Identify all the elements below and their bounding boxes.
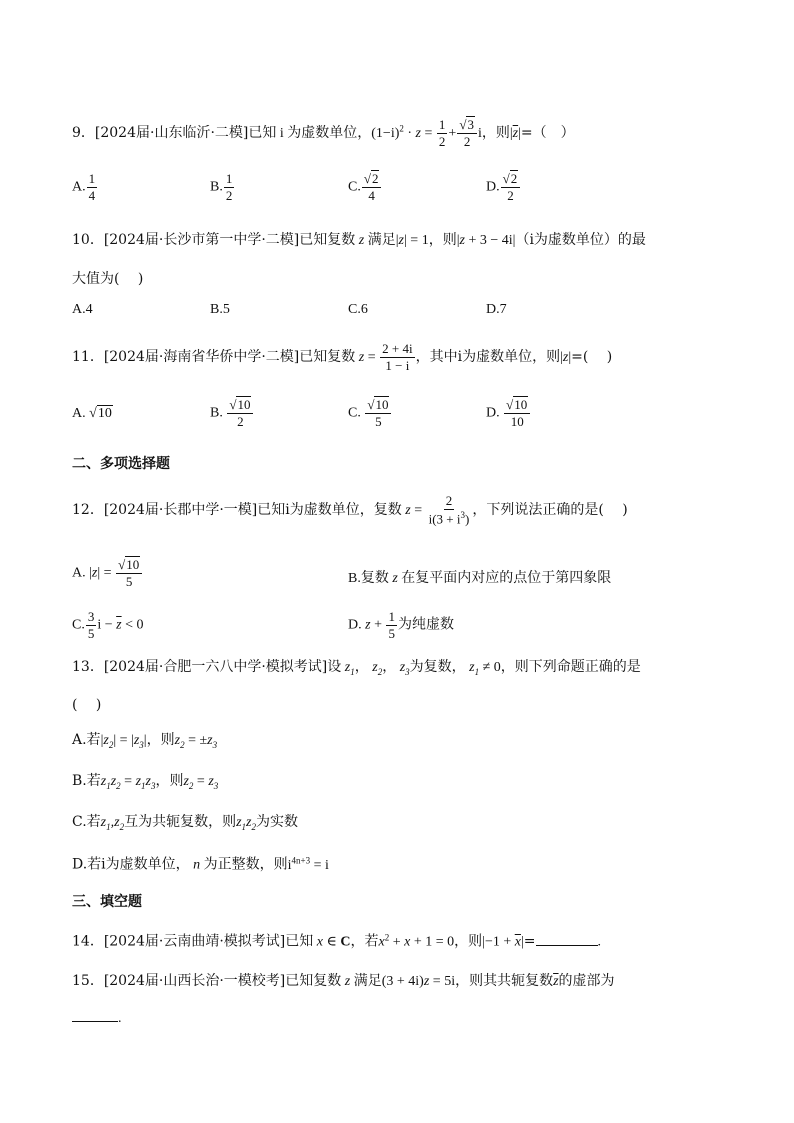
q13-option-a[interactable]: A.若$|z_2| = |z_3|$，则$z_2 = \pm z_3$ — [72, 732, 218, 750]
section-fill-in-heading: 三、填空题 — [72, 894, 142, 910]
q10-stem: 10．[2024届·长沙市第一中学·二模]已知复数 z 满足|z| = 1，则|z + 3 − 4i|（i为虚数单位）的最 — [72, 232, 646, 248]
q9-option-a[interactable]: A. $\frac{1}{4}$ — [72, 171, 96, 203]
q9-frac-half: $\frac{1}{2}$ — [438, 117, 446, 149]
q12-option-c[interactable]: C. $\frac{3}{5}$ $i - \overline{z} < 0$ — [72, 609, 144, 641]
q14-answer-blank[interactable] — [536, 945, 598, 946]
q9-stem: 9．[2024届·山东临沂·二模]已知 i 为虚数单位，$(1-i)^2 \cdot z$ = $\frac{1}{2}$ + $\frac{√3}{2}$ i，则$|\overline{z}|=$（ ） — [72, 117, 575, 149]
q11-frac: $\frac{2 + 4i}{1 - i}$ — [382, 341, 413, 373]
q9-option-d[interactable]: D. $\frac{√2}{2}$ — [486, 172, 521, 202]
q11-option-b[interactable]: B. $\frac{√10}{2}$ — [210, 398, 254, 428]
q11-option-a[interactable]: A. √10 — [72, 406, 112, 421]
q11-option-c[interactable]: C. $\frac{√10}{5}$ — [348, 398, 392, 428]
q10-option-c[interactable]: C.6 — [348, 302, 368, 317]
q12-frac: $\frac{2}{i(3 + i^3)}$ — [428, 493, 470, 526]
q13-option-b[interactable]: B.若$z_1z_2 = z_1z_3$，则$z_2 = z_3$ — [72, 773, 219, 791]
q10-option-a[interactable]: A.4 — [72, 302, 93, 317]
q14-stem: 14．[2024届·云南曲靖·模拟考试]已知 x ∈ C，若$x^2 + x + 1 = 0$，则$|-1 + \overline{x}|=$ . — [72, 932, 601, 950]
q15-answer-line: . — [72, 1010, 122, 1028]
q9-option-c[interactable]: C. $\frac{√2}{4}$ — [348, 172, 382, 202]
q12-option-d[interactable]: D. z + $\frac{1}{5}$ 为纯虚数 — [348, 609, 454, 641]
q15-stem: 15．[2024届·山西长治·一模校考]已知复数 z 满足(3 + 4i)z = 5i，则其共轭复数$\overline{z}$的虚部为 — [72, 973, 615, 989]
q10-option-b[interactable]: B.5 — [210, 302, 230, 317]
q13-stem-line2: ( ) — [72, 697, 102, 713]
q9-frac-root3: $\frac{√3}{2}$ — [457, 118, 477, 148]
q12-option-a[interactable]: A. |z| = $\frac{√10}{5}$ — [72, 558, 143, 588]
q11-stem: 11．[2024届·海南省华侨中学·二模]已知复数 z = $\frac{2 + 4i}{1 - i}$ ，其中i为虚数单位，则|z|=( ) — [72, 341, 613, 373]
q9-stem-text-d: =（ ） — [520, 125, 575, 142]
q9-option-b[interactable]: B. $\frac{1}{2}$ — [210, 171, 233, 203]
q13-stem: 13．[2024届·合肥一六八中学·模拟考试]设 $z_1$， $z_2$， $z_3$为复数， $z_1 \ne 0$，则下列命题正确的是 — [72, 659, 641, 677]
q15-answer-blank[interactable] — [72, 1021, 118, 1022]
q13-option-d[interactable]: D.若i为虚数单位， n 为正整数，则$i^{4n+3} = i$ — [72, 855, 329, 873]
q10-stem-line2: 大值为( ) — [72, 271, 144, 287]
section-multiple-choice-heading: 二、多项选择题 — [72, 456, 170, 472]
q11-option-d[interactable]: D. $\frac{√10}{10}$ — [486, 398, 531, 428]
q9-stem-text-b: 为虚数单位， — [287, 125, 372, 142]
q12-stem: 12．[2024届·长郡中学·一模]已知i为虚数单位，复数 z = $\frac{2}{i(3 + i^3)}$ ，下列说法正确的是( ) — [72, 493, 628, 526]
q10-option-d[interactable]: D.7 — [486, 302, 507, 317]
q9-stem-text-c: ，则 — [481, 125, 510, 142]
q12-option-b[interactable]: B.复数 z 在复平面内对应的点位于第四象限 — [348, 571, 612, 586]
q13-option-c[interactable]: C.若$z_1,z_2$互为共轭复数，则$z_1z_2$为实数 — [72, 814, 298, 832]
q9-stem-text-a: 9．[2024届·山东临沂·二模]已知 — [72, 125, 277, 142]
